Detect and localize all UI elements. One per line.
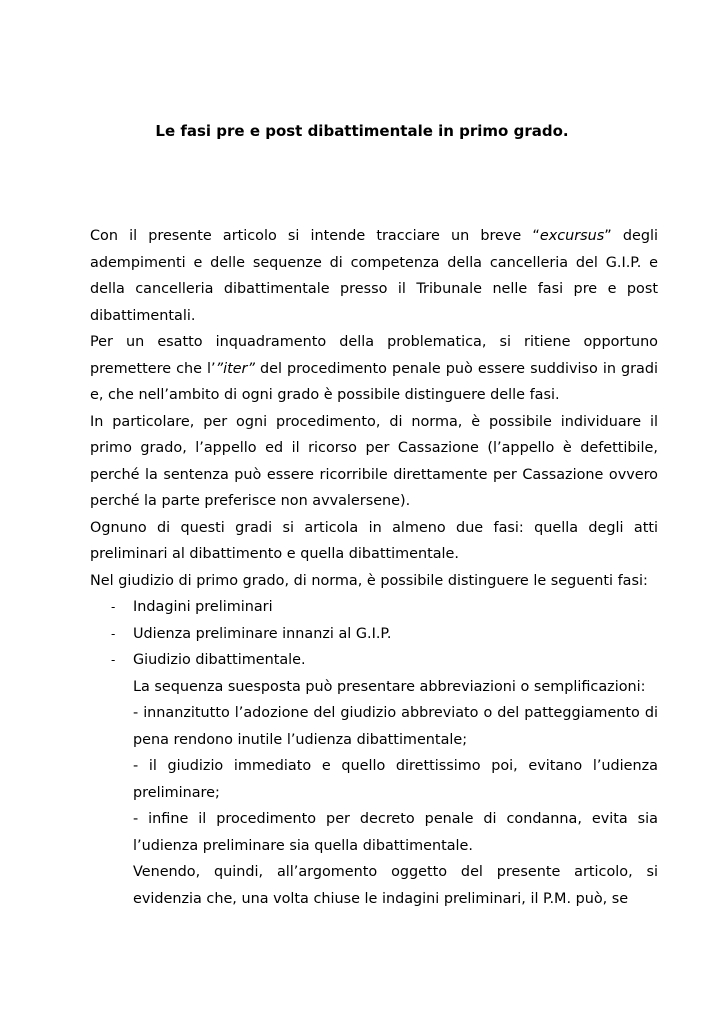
list-bullet: -: [111, 600, 116, 614]
simplification-item: - il giudizio immediato e quello direttissimo poi, evitano l’udienza preliminare;: [133, 758, 658, 801]
list-item: [90, 647, 658, 674]
document-title: Le fasi pre e post dibattimentale in primo grado.: [155, 122, 569, 140]
document-body: [90, 223, 658, 912]
list-bullet: -: [111, 626, 116, 641]
list-item-text: Indagini preliminari: [133, 599, 273, 615]
paragraph-argomento: Venendo, quindi, all’argomento oggetto del presente articolo, si evidenzia che, una volta chiuse le indagini preliminari, il P.M. può, se: [133, 864, 658, 907]
simplification-item: - innanzitutto l’adozione del giudizio abbreviato o del patteggiamento di pena rendono inutile l’udienza dibattimentale;: [133, 705, 658, 748]
paragraph-iter-start: Per un esatto inquadramento della problematica, si ritiene opportuno premettere che l’: [90, 334, 658, 377]
simplifications-intro: La sequenza suesposta può presentare abbreviazioni o semplificazioni:: [133, 678, 646, 695]
list-item: [90, 621, 658, 648]
paragraph-intro-end: ” degli adempimenti e delle sequenze di competenza della cancelleria del G.I.P. e della cancelleria dibattimentale presso il Tribunale nelle fasi pre e post dibattimentali.: [90, 228, 658, 324]
list-item-text: Giudizio dibattimentale.: [133, 652, 306, 668]
paragraph-intro-start: Con il presente articolo si intende tracciare un breve “: [90, 228, 540, 244]
excursus-term: excursus: [539, 228, 605, 244]
paragraph-primo-grado: Nel giudizio di primo grado, di norma, è possibile distinguere le seguenti fasi:: [90, 572, 648, 589]
paragraph-gradi: In particolare, per ogni procedimento, di norma, è possibile individuare il primo grado, l’appello ed il ricorso per Cassazione (l’appello è defettibile, perché la sentenza può essere ricorribile direttamente per Cassazione ovvero perché la parte preferisce non avvalersene).: [90, 413, 658, 509]
simplification-item: - infine il procedimento per decreto penale di condanna, evita sia l’udienza preliminare sia quella dibattimentale.: [133, 811, 658, 854]
iter-term: ”iter”: [215, 360, 255, 377]
paragraph-iter-end: del procedimento penale può essere suddiviso in gradi e, che nell’ambito di ogni grado è possibile distinguere delle fasi.: [90, 360, 658, 403]
paragraph-fasi-gradi: Ognuno di questi gradi si articola in almeno due fasi: quella degli atti preliminari al dibattimento e quella dibattimentale.: [90, 519, 658, 562]
simplifications-block: [90, 674, 658, 913]
list-item-text: Udienza preliminare innanzi al G.I.P.: [133, 625, 392, 642]
paragraph-iter: [90, 329, 658, 409]
list-item: [90, 594, 658, 621]
list-bullet: -: [111, 653, 116, 667]
paragraph-intro: [90, 223, 658, 329]
phases-list: [90, 594, 658, 674]
